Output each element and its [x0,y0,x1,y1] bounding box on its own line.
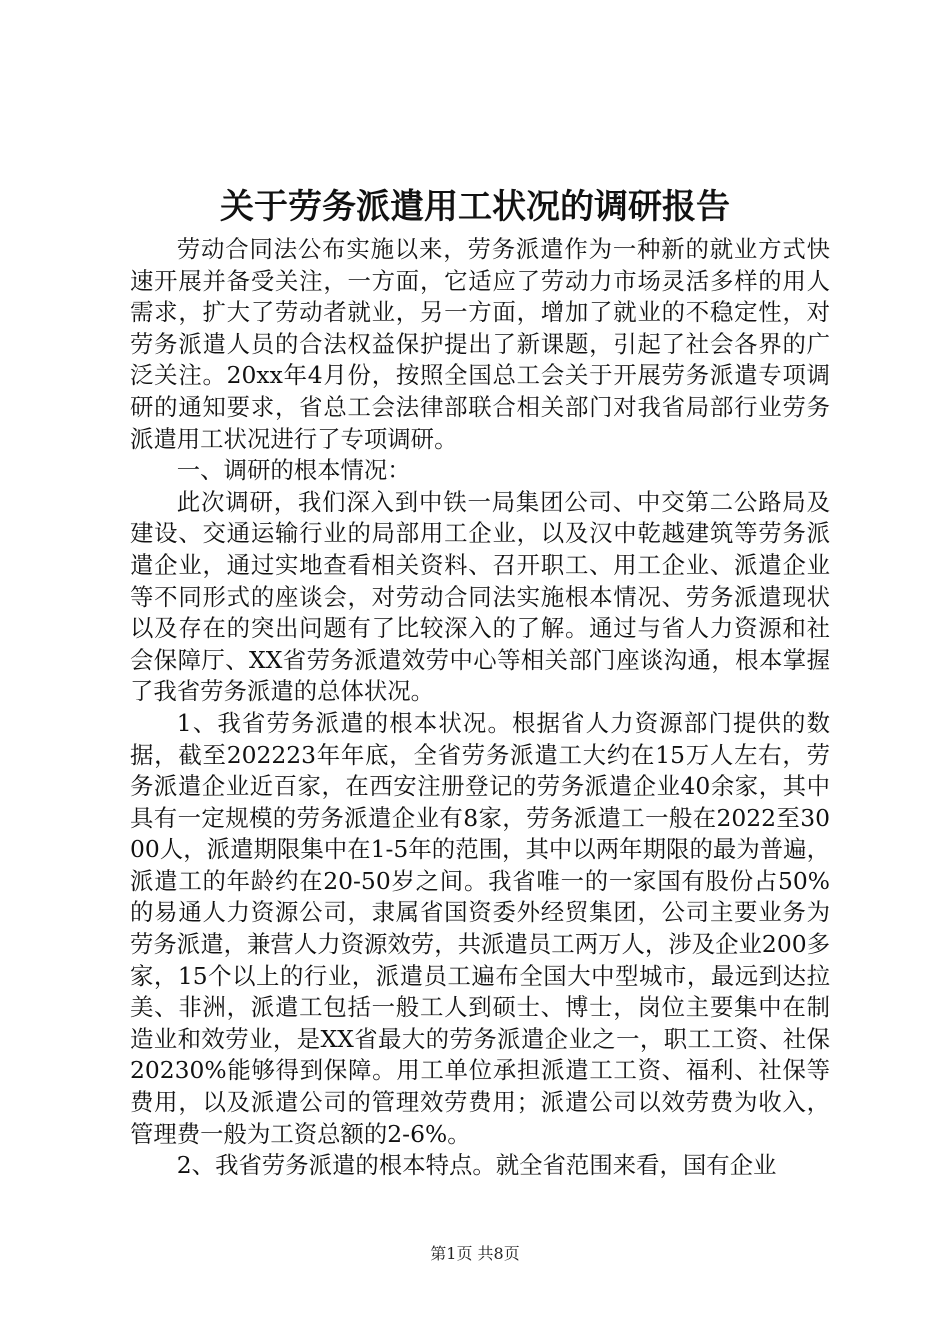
paragraph-research-overview: 此次调研，我们深入到中铁一局集团公司、中交第二公路局及建设、交通运输行业的局部用工企业，以及汉中乾越建筑等劳务派遣企业，通过实地查看相关资料、召开职工、用工企业、派遣企业等不同形式的座谈会，对劳动合同法实施根本情况、劳务派遣现状以及存在的突出问题有了比较深入的了解。通过与省人力资源和社会保障厅、XX省劳务派遣效劳中心等相关部门座谈沟通，根本掌握了我省劳务派遣的总体状况。 [130,487,830,706]
document-title: 关于劳务派遣用工状况的调研报告 [220,187,730,227]
paragraph-basic-status: 1、我省劳务派遣的根本状况。根据省人力资源部门提供的数据，截至202223年年底，全省劳务派遣工大约在15万人左右，劳务派遣企业近百家，在西安注册登记的劳务派遣企业40余家，其中具有一定规模的劳务派遣企业有8家，劳务派遣工一般在2022至3000人，派遣期限集中在1-5年的范围，其中以两年期限的最为普遍，派遣工的年龄约在20-50岁之间。我省唯一的一家国有股份占50%的易通人力资源公司，隶属省国资委外经贸集团，公司主要业务为劳务派遣，兼营人力资源效劳，共派遣员工两万人，涉及企业200多家，15个以上的行业，派遣员工遍布全国大中型城市，最远到达拉美、非洲，派遣工包括一般工人到硕士、博士，岗位主要集中在制造业和效劳业，是XX省最大的劳务派遣企业之一，职工工资、社保20230%能够得到保障。用工单位承担派遣工工资、福利、社保等费用，以及派遣公司的管理效劳费用；派遣公司以效劳费为收入，管理费一般为工资总额的2-6%。 [130,708,830,1148]
paragraph-intro: 劳动合同法公布实施以来，劳务派遣作为一种新的就业方式快速开展并备受关注，一方面，它适应了劳动力市场灵活多样的用人需求，扩大了劳动者就业，另一方面，增加了就业的不稳定性，对劳务派遣人员的合法权益保护提出了新课题，引起了社会各界的广泛关注。20xx年4月份，按照全国总工会关于开展劳务派遣专项调研的通知要求，省总工会法律部联合相关部门对我省局部行业劳务派遣用工状况进行了专项调研。 [130,235,830,453]
paragraph-basic-features: 2、我省劳务派遣的根本特点。就全省范围来看，国有企业 [176,1151,777,1180]
section-heading-basic-situation: 一、调研的根本情况： [176,456,411,485]
document-body [130,234,830,1182]
page-number-footer: 第1页 共8页 [430,1244,520,1263]
